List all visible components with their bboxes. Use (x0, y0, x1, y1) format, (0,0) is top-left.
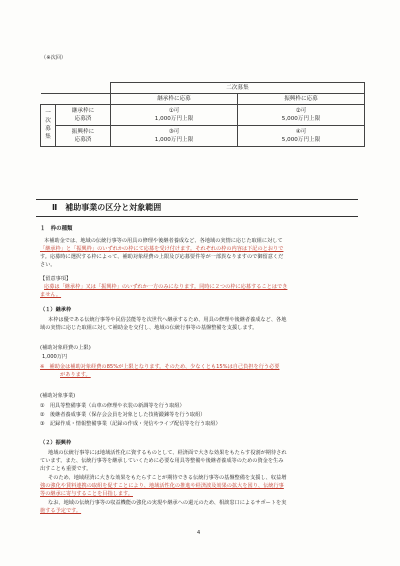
table-cell-2-2: ④可 5,000万円上限 (238, 125, 365, 146)
caution-label: 【留意事項】 (40, 276, 72, 282)
intro-line-4: さい。 (40, 262, 56, 268)
promotion-body-5: 強の強化や賃料連携の取組を促すことにより、地域活性化の推進や経済波及効果の拡大を図り、伝統行事 (40, 483, 284, 489)
intro-line-3: す。応募時に選択する枠によって、補助対象経費の上限及び応募要件等が一部異なりますので御留意くだ (40, 254, 284, 260)
page-number: 4 (197, 530, 201, 536)
table-col-succession: 継承枠に応募 (111, 93, 238, 104)
subsection-title: １ 枠の種類 (40, 226, 73, 232)
limit-note-1: ※ 補助金は補助対象経費の85%が上限となります。そのため、少なくとも15%は自己負担を行う必要 (40, 364, 280, 370)
promotion-title: （２）振興枠 (40, 440, 72, 446)
promotion-body-4: そのため、地域経済に大きな効果をもたらすことが期待できる伝統行事等の基盤整備を支援し、収益増 (48, 475, 287, 481)
application-matrix-table (40, 82, 365, 147)
table-row-promotion: 振興枠に 応募済 (56, 125, 111, 146)
target-item-3: ③ 記録作成・情報整備事業（記録の作成・発信やライブ配信等を行う取組） (40, 421, 221, 427)
intro-line-1: 本補助金では、地域の伝統行事等の用具の修理や後継者養成など、各地域の実情に応じた取組に対して (44, 238, 283, 244)
caution-line-1: 応募は「継承枠」又は「振興枠」のいずれか一方のみになります。同時に２つの枠に応募することはでき (44, 284, 288, 290)
table-cell-1-1: ①可 1,000万円上限 (111, 104, 238, 125)
table-col-promotion: 振興枠に応募 (238, 93, 365, 104)
succession-body-2: 域の実情に応じた取組に対して補助金を交付し、地域の伝統行事等の基盤整備を支援します。 (40, 325, 258, 331)
target-item-1: ① 用具等整備事業（山車の修理や衣装の新調等を行う取組） (40, 403, 185, 409)
limit-value: 1,000万円 (42, 354, 68, 360)
promotion-body-2: ています。また、伝統行事等を継承していくために必要な用具等整備や後継者養成等のための資金を生み (40, 458, 284, 464)
target-label: (補助対象事業) (40, 393, 76, 399)
limit-label: (補助対象経費の上限) (40, 345, 91, 351)
section-rule-top (36, 199, 358, 200)
target-item-2: ② 後継者養成事業（保存会会員を対象とした技術鍛錬等を行う取組） (40, 412, 206, 418)
table-cell-2-1: ③可 1,000万円上限 (111, 125, 238, 146)
promotion-body-1: 地域の伝統行事等には地域活性化に資するものとして、経済面で大きな効果をもたらす役割が期待され (48, 450, 287, 456)
caution-line-2: ません。 (40, 292, 62, 298)
limit-note-2: があります。 (60, 372, 91, 378)
succession-title: （１）継承枠 (40, 307, 72, 313)
succession-body-1: 本枠は優である伝統行事等や民俗芸能等を次世代へ継承するため、用具の修理や後継者養成など、各地 (48, 317, 287, 323)
promotion-body-3: 出すことも重要です。 (40, 466, 92, 472)
promotion-body-7: なお、地域の伝統行事等の収益機能の強化の実現や継承への還元のため、相談窓口によるサポートを実 (48, 500, 287, 506)
section-title: Ⅱ 補助事業の区分と対象範囲 (52, 203, 162, 212)
table-cell-1-2: ②可 5,000万円上限 (238, 104, 365, 125)
note-label: （※次回） (41, 55, 67, 61)
table-row-group-label: 一次募集 (41, 104, 56, 146)
table-header-secondary: 二次募集 (111, 83, 365, 94)
intro-line-2: 「継承枠」と「振興枠」のいずれかの枠にて応募を受け付けます。それぞれの枠の内容は下記のとおりで (40, 246, 284, 252)
promotion-body-6: 等の継承に寄与することを目指します。 (40, 491, 133, 497)
table-row-succession: 継承枠に 応募済 (56, 104, 111, 125)
promotion-body-8: 施する予定です。 (40, 508, 82, 514)
section-rule-bottom (36, 216, 358, 217)
